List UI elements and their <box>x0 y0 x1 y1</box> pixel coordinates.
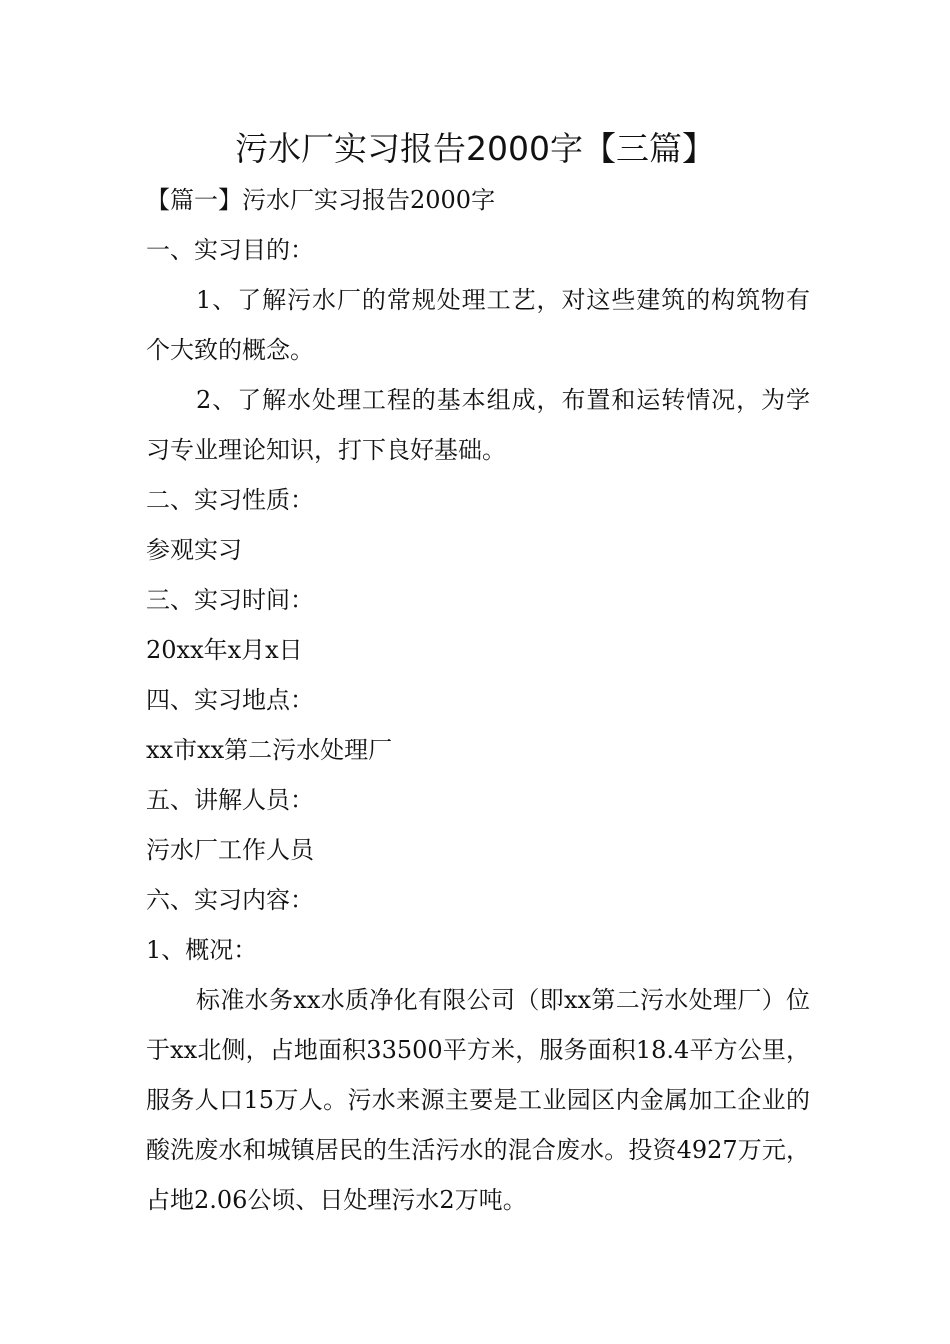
text-nature: 参观实习 <box>146 536 242 564</box>
section-subtitle: 【篇一】污水厂实习报告2000字 <box>146 186 496 214</box>
paragraph-purpose-1: 1、了解污水厂的常规处理工艺，对这些建筑的构筑物有个大致的概念。 <box>146 286 810 364</box>
heading-guide: 五、讲解人员： <box>146 786 314 814</box>
heading-overview: 1、概况： <box>146 936 258 964</box>
heading-nature: 二、实习性质： <box>146 486 314 514</box>
paragraph-purpose-2: 2、了解水处理工程的基本组成，布置和运转情况，为学习专业理论知识，打下良好基础。 <box>146 386 810 464</box>
text-time: 20xx年x月x日 <box>146 636 303 664</box>
heading-time: 三、实习时间： <box>146 586 314 614</box>
paragraph-overview: 标准水务xx水质净化有限公司（即xx第二污水处理厂）位于xx北侧，占地面积33500平方米，服务面积18.4平方公里，服务人口15万人。污水来源主要是工业园区内金属加工企业的酸洗废水和城镇居民的生活污水的混合废水。投资4927万元，占地2.06公顷、日处理污水2万吨。 <box>146 986 810 1214</box>
document-title: 污水厂实习报告2000字【三篇】 <box>235 129 715 168</box>
document-body <box>146 175 810 1225</box>
heading-purpose: 一、实习目的： <box>146 236 314 264</box>
heading-location: 四、实习地点： <box>146 686 314 714</box>
text-location: xx市xx第二污水处理厂 <box>146 736 393 764</box>
heading-content: 六、实习内容： <box>146 886 314 914</box>
text-guide: 污水厂工作人员 <box>146 836 314 864</box>
